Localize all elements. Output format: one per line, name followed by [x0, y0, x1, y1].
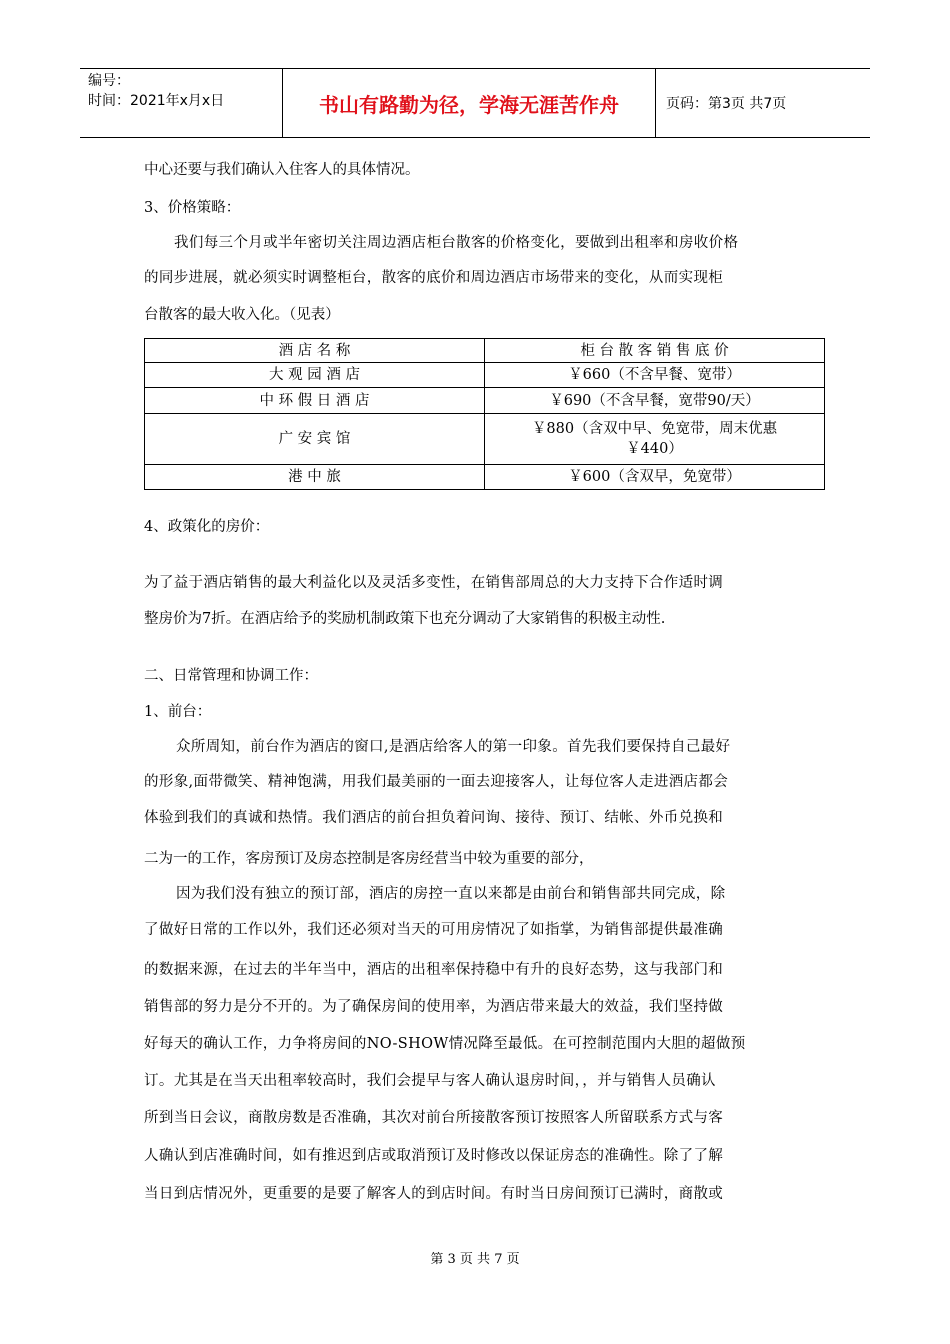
hotel-name-cell: 大 观 园 酒 店	[145, 363, 485, 388]
price-cell: ￥600（含双早，免宽带）	[485, 465, 825, 490]
price-cell: ￥660（不含早餐、宽带）	[485, 363, 825, 388]
section-heading-frontdesk: 1、前台：	[144, 704, 212, 720]
document-number: 编号：	[88, 73, 130, 89]
paragraph-line: 体验到我们的真诚和热情。我们酒店的前台担负着问询、接待、预订、结帐、外币兑换和	[144, 810, 724, 826]
table-header-hotel: 酒 店 名 称	[145, 339, 485, 363]
paragraph-line: 二为一的工作，客房预订及房态控制是客房经营当中较为重要的部分，	[144, 851, 594, 867]
header-page-number: 页码：第3页 共7页	[666, 96, 787, 112]
paragraph-line: 的数据来源，在过去的半年当中，酒店的出租率保持稳中有升的良好态势，这与我部门和	[144, 962, 724, 978]
section-heading-management: 二、日常管理和协调工作：	[144, 668, 318, 684]
paragraph-line: 我们每三个月或半年密切关注周边酒店柜台散客的价格变化，要做到出租率和房收价格	[174, 235, 739, 251]
paragraph-line: 销售部的努力是分不开的。为了确保房间的使用率，为酒店带来最大的效益，我们坚持做	[144, 999, 724, 1015]
header-meta	[80, 69, 283, 137]
table-row	[145, 388, 825, 414]
paragraph-line: 好每天的确认工作，力争将房间的NO-SHOW情况降至最低。在可控制范围内大胆的超做预	[144, 1036, 746, 1052]
paragraph-line: 中心还要与我们确认入住客人的具体情况。	[144, 162, 420, 178]
paragraph-line: 的同步进展，就必须实时调整柜台，散客的底价和周边酒店市场带来的变化，从而实现柜	[144, 270, 724, 286]
section-heading-policy: 4、政策化的房价：	[144, 519, 270, 535]
table-header-row	[145, 339, 825, 363]
hotel-name-cell: 港 中 旅	[145, 465, 485, 490]
section-heading-pricing: 3、价格策略：	[144, 200, 241, 216]
document-date: 时间：2021年x月x日	[88, 93, 225, 109]
paragraph-line: 整房价为7折。在酒店给予的奖励机制政策下也充分调动了大家销售的积极主动性.	[144, 611, 666, 627]
paragraph-line: 因为我们没有独立的预订部，酒店的房控一直以来都是由前台和销售部共同完成，除	[176, 886, 726, 902]
paragraph-line: 的形象,面带微笑、精神饱满，用我们最美丽的一面去迎接客人，让每位客人走进酒店都会	[144, 774, 729, 790]
paragraph-line: 人确认到店准确时间，如有推迟到店或取消预订及时修改以保证房态的准确性。除了了解	[144, 1148, 724, 1164]
table-row	[145, 363, 825, 388]
hotel-name-cell: 中 环 假 日 酒 店	[145, 388, 485, 414]
hotel-name-cell: 广 安 宾 馆	[145, 414, 485, 465]
paragraph-line: 所到当日会议，商散房数是否准确，其次对前台所接散客预订按照客人所留联系方式与客	[144, 1110, 724, 1126]
page-header	[80, 68, 870, 138]
header-motto: 书山有路勤为径，学海无涯苦作舟	[283, 69, 656, 137]
page-footer: 第 3 页 共 7 页	[430, 1252, 520, 1267]
price-cell	[485, 414, 825, 465]
paragraph-line: 为了益于酒店销售的最大利益化以及灵活多变性，在销售部周总的大力支持下合作适时调	[144, 575, 724, 591]
table-header-price: 柜 台 散 客 销 售 底 价	[485, 339, 825, 363]
price-cell: ￥690（不含早餐，宽带90/天）	[485, 388, 825, 414]
paragraph-line: 了做好日常的工作以外，我们还必须对当天的可用房情况了如指掌，为销售部提供最准确	[144, 922, 724, 938]
table-row	[145, 465, 825, 490]
paragraph-line: 当日到店情况外，更重要的是要了解客人的到店时间。有时当日房间预订已满时，商散或	[144, 1186, 724, 1202]
price-table	[144, 338, 825, 490]
paragraph-line: 订。尤其是在当天出租率较高时，我们会提早与客人确认退房时间，，并与销售人员确认	[144, 1073, 716, 1089]
paragraph-line: 台散客的最大收入化。（见表）	[144, 307, 340, 323]
price-cell-line: ￥880（含双中早、免宽带，周末优惠	[531, 421, 778, 437]
price-cell-line: ￥440）	[626, 441, 683, 457]
paragraph-line: 众所周知，前台作为酒店的窗口,是酒店给客人的第一印象。首先我们要保持自己最好	[176, 739, 731, 755]
table-row	[145, 414, 825, 465]
